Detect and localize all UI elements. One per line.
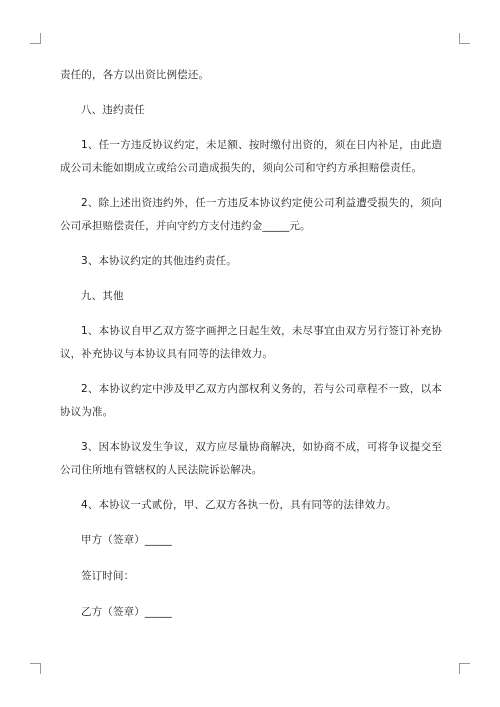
signature-party-a: 甲方（签章）_____ [81,534,172,546]
crop-mark-bottom-left [30,663,41,674]
paragraph-liability-continuation: 责任的，各方以出资比例偿还。 [60,69,210,81]
clause-breach-2: 2、除上述出资违约外，任一方违反本协议约定使公司利益遭受损失的，须向公司承担赔偿责任，并向守约方支付违约金_____元。 [60,197,442,232]
clause-breach-1: 1、任一方违反协议约定，未足额、按时缴付出资的，须在日内补足，由此造成公司未能如期成立或给公司造成损失的，须向公司和守约方承担赔偿责任。 [60,139,442,174]
crop-mark-top-left [30,33,41,44]
signature-party-b: 乙方（签章）_____ [81,606,172,618]
clause-other-4: 4、本协议一式贰份，甲、乙双方各执一份，具有同等的法律效力。 [81,499,397,511]
section-heading-other: 九、其他 [81,290,124,302]
clause-other-2: 2、本协议约定中涉及甲乙双方内部权利义务的，若与公司章程不一致，以本协议为准。 [60,383,442,418]
clause-breach-3: 3、本协议约定的其他违约责任。 [81,255,237,267]
clause-other-1: 1、本协议自甲乙双方签字画押之日起生效，未尽事宜由双方另行签订补充协议，补充协议与本协议具有同等的法律效力。 [60,325,442,360]
crop-mark-top-right [459,33,470,44]
document-body [60,64,442,637]
clause-other-3: 3、因本协议发生争议，双方应尽量协商解决，如协商不成，可将争议提交至公司住所地有管辖权的人民法院诉讼解决。 [60,441,442,476]
crop-mark-bottom-right [459,663,470,674]
section-heading-breach: 八、违约责任 [81,104,145,116]
signing-date: 签订时间： [81,570,135,582]
